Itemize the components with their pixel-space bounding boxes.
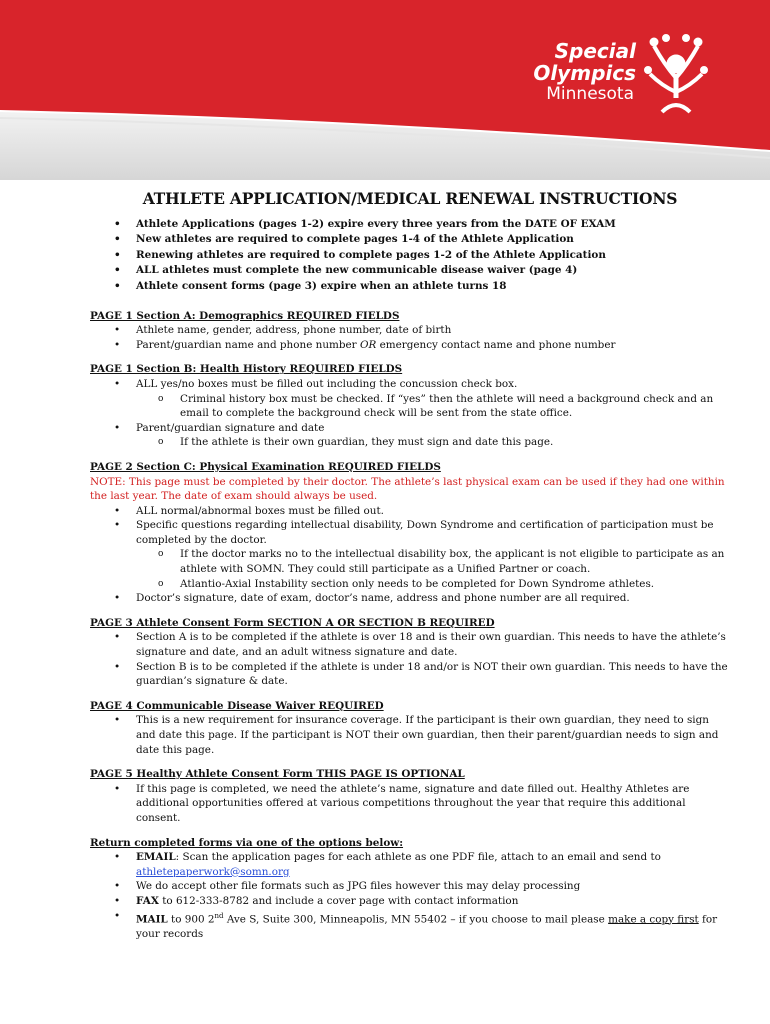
email-link[interactable]: athletepaperwork@somn.org	[136, 865, 290, 878]
list-item: • New athletes are required to complete pages 1-4 of the Athlete Application	[90, 232, 730, 248]
email-label: EMAIL	[136, 851, 176, 864]
text: ALL yes/no boxes must be filled out including the concussion check box.	[136, 377, 518, 390]
sub-list-item: o If the doctor marks no to the intellectual disability box, the applicant is not eligible to participate as an athlete with SOMN. They could still participate as a Unified Partner or coach.	[90, 547, 730, 576]
emphasis-or: OR	[359, 338, 377, 351]
list-item-formats: • We do accept other file formats such as JPG files however this may delay processing	[90, 879, 730, 894]
text: emergency contact name and phone number	[376, 338, 616, 351]
section-title-demographics: PAGE 1 Section A: Demographics REQUIRED FIELDS	[90, 309, 400, 322]
list-item	[90, 377, 730, 421]
list-item-mail	[90, 909, 730, 942]
section-title-disease-waiver: PAGE 4 Communicable Disease Waiver REQUIRED	[90, 699, 384, 712]
list-item	[90, 518, 730, 591]
list-item: • Athlete consent forms (page 3) expire when an athlete turns 18	[90, 279, 730, 295]
text: Parent/guardian signature and date	[136, 421, 325, 434]
section-title-return-forms: Return completed forms via one of the options below:	[90, 836, 404, 849]
list-item: • This is a new requirement for insurance coverage. If the participant is their own guardian, they need to sign and date this page. If the participant is NOT their own guardian, then their parent/guardian needs to sign and date this page.	[90, 713, 730, 757]
list-item	[90, 421, 730, 450]
section-list	[90, 850, 730, 941]
sub-list-item: o If the athlete is their own guardian, they must sign and date this page.	[90, 435, 730, 450]
sub-list-item: o Criminal history box must be checked. If “yes” then the athlete will need a background check and an email to complete the background check will be sent from the state office.	[90, 392, 730, 421]
text: : Scan the application pages for each athlete as one PDF file, attach to an email and send to	[175, 851, 661, 864]
doctor-note: NOTE: This page must be completed by their doctor. The athlete’s last physical exam can be used if they had one within the last year. The date of exam should always be used.	[90, 475, 725, 503]
section-list	[90, 782, 730, 826]
list-item-email	[90, 850, 730, 879]
section-list	[90, 713, 730, 757]
sub-list	[90, 392, 730, 421]
section-list	[90, 323, 730, 352]
sub-list	[90, 547, 730, 591]
section-list	[90, 377, 730, 450]
special-olympics-logo-icon	[644, 34, 708, 118]
logo-line-special: Special	[554, 39, 636, 63]
text: to 900 2	[167, 913, 215, 925]
list-item: • ALL normal/abnormal boxes must be filled out.	[90, 504, 730, 519]
text: Parent/guardian name and phone number	[136, 338, 360, 351]
sub-list-item: o Atlantio-Axial Instability section only needs to be completed for Down Syndrome athletes.	[90, 577, 730, 592]
intro-list	[90, 217, 730, 295]
text: Ave S, Suite 300, Minneapolis, MN 55402 – if you choose to mail please	[223, 913, 609, 925]
list-item: • Doctor’s signature, date of exam, doctor’s name, address and phone number are all required.	[90, 591, 730, 606]
list-item-fax	[90, 894, 730, 909]
logo-wordmark	[500, 40, 636, 104]
fax-label: FAX	[136, 894, 159, 907]
list-item: • ALL athletes must complete the new communicable disease waiver (page 4)	[90, 263, 730, 279]
list-item: • Section B is to be completed if the athlete is under 18 and/or is NOT their own guardian. This needs to have the guardian’s signature & date.	[90, 660, 730, 689]
section-title-health-history: PAGE 1 Section B: Health History REQUIRED FIELDS	[90, 363, 403, 376]
mail-label: MAIL	[136, 913, 168, 925]
list-item: • If this page is completed, we need the athlete’s name, signature and date filled out. Healthy Athletes are additional opportunities offered at various competitions throughout the year that require this additional consent.	[90, 782, 730, 826]
logo-line-minnesota: Minnesota	[546, 84, 634, 104]
sub-list	[90, 435, 730, 450]
ordinal-suffix: nd	[214, 911, 224, 920]
section-title-consent-form: PAGE 3 Athlete Consent Form SECTION A OR SECTION B REQUIRED	[90, 616, 495, 629]
logo-line-olympics: Olympics	[533, 61, 636, 85]
list-item: • Section A is to be completed if the athlete is over 18 and is their own guardian. This needs to have the athlete’s signature and date, and an adult witness signature and date.	[90, 630, 730, 659]
section-title-healthy-athlete: PAGE 5 Healthy Athlete Consent Form THIS PAGE IS OPTIONAL	[90, 768, 465, 781]
list-item: • Athlete name, gender, address, phone number, date of birth	[90, 323, 730, 338]
text: to 612-333-8782 and include a cover page with contact information	[158, 894, 519, 907]
list-item: • Renewing athletes are required to complete pages 1-2 of the Athlete Application	[90, 248, 730, 264]
copy-first-text: make a copy first	[608, 913, 699, 925]
text: Specific questions regarding intellectual disability, Down Syndrome and certification of participation must be completed by the doctor.	[136, 519, 714, 546]
section-list	[90, 630, 730, 688]
header-banner	[0, 0, 770, 180]
list-item: • Athlete Applications (pages 1-2) expire every three years from the DATE OF EXAM	[90, 217, 730, 233]
instructions-body	[90, 189, 730, 941]
text: for your records	[136, 913, 718, 940]
section-list	[90, 504, 730, 606]
page-title: ATHLETE APPLICATION/MEDICAL RENEWAL INSTRUCTIONS	[142, 189, 678, 208]
list-item	[90, 338, 730, 353]
section-title-physical-exam: PAGE 2 Section C: Physical Examination REQUIRED FIELDS	[90, 460, 441, 473]
